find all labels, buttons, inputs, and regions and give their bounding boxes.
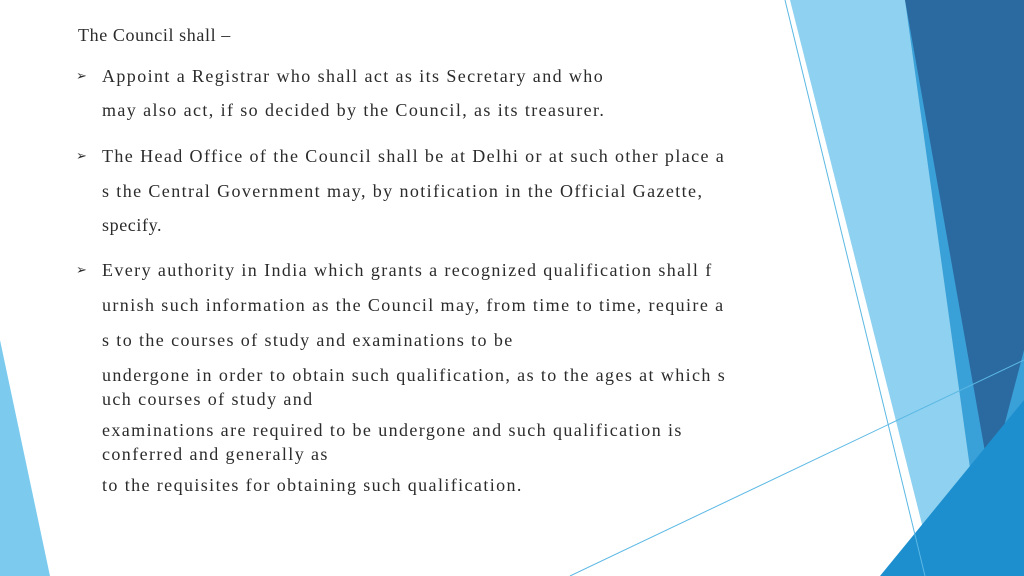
bullet-3-line-2: urnish such information as the Council may, from time to time, require a bbox=[102, 295, 725, 315]
bullet-arrow-icon: ➢ bbox=[76, 148, 87, 163]
bullet-2-line-3: specify. bbox=[102, 215, 163, 235]
bullet-1-line-1: Appoint a Registrar who shall act as its Secretary and who bbox=[102, 66, 605, 86]
bullet-2-line-1: The Head Office of the Council shall be at Delhi or at such other place a bbox=[102, 146, 726, 166]
bullet-3-line-4: undergone in order to obtain such qualification, as to the ages at which s bbox=[102, 365, 727, 385]
bullet-3-line-3: s to the courses of study and examinations to be bbox=[102, 330, 514, 350]
bullet-3-line-7: conferred and generally as bbox=[102, 444, 329, 464]
bullet-2-line-2: s the Central Government may, by notification in the Official Gazette, bbox=[102, 181, 704, 201]
bullet-1-line-2: may also act, if so decided by the Council, as its treasurer. bbox=[102, 100, 606, 120]
bullet-arrow-icon: ➢ bbox=[76, 262, 87, 277]
bullet-3-line-6: examinations are required to be undergone and such qualification is bbox=[102, 420, 683, 440]
bullet-arrow-icon: ➢ bbox=[76, 68, 87, 83]
bullet-3-line-1: Every authority in India which grants a recognized qualification shall f bbox=[102, 260, 713, 280]
slide-heading: The Council shall – bbox=[78, 25, 231, 45]
bullet-3-line-5: uch courses of study and bbox=[102, 389, 314, 409]
bullet-3-line-8: to the requisites for obtaining such qualification. bbox=[102, 475, 523, 495]
